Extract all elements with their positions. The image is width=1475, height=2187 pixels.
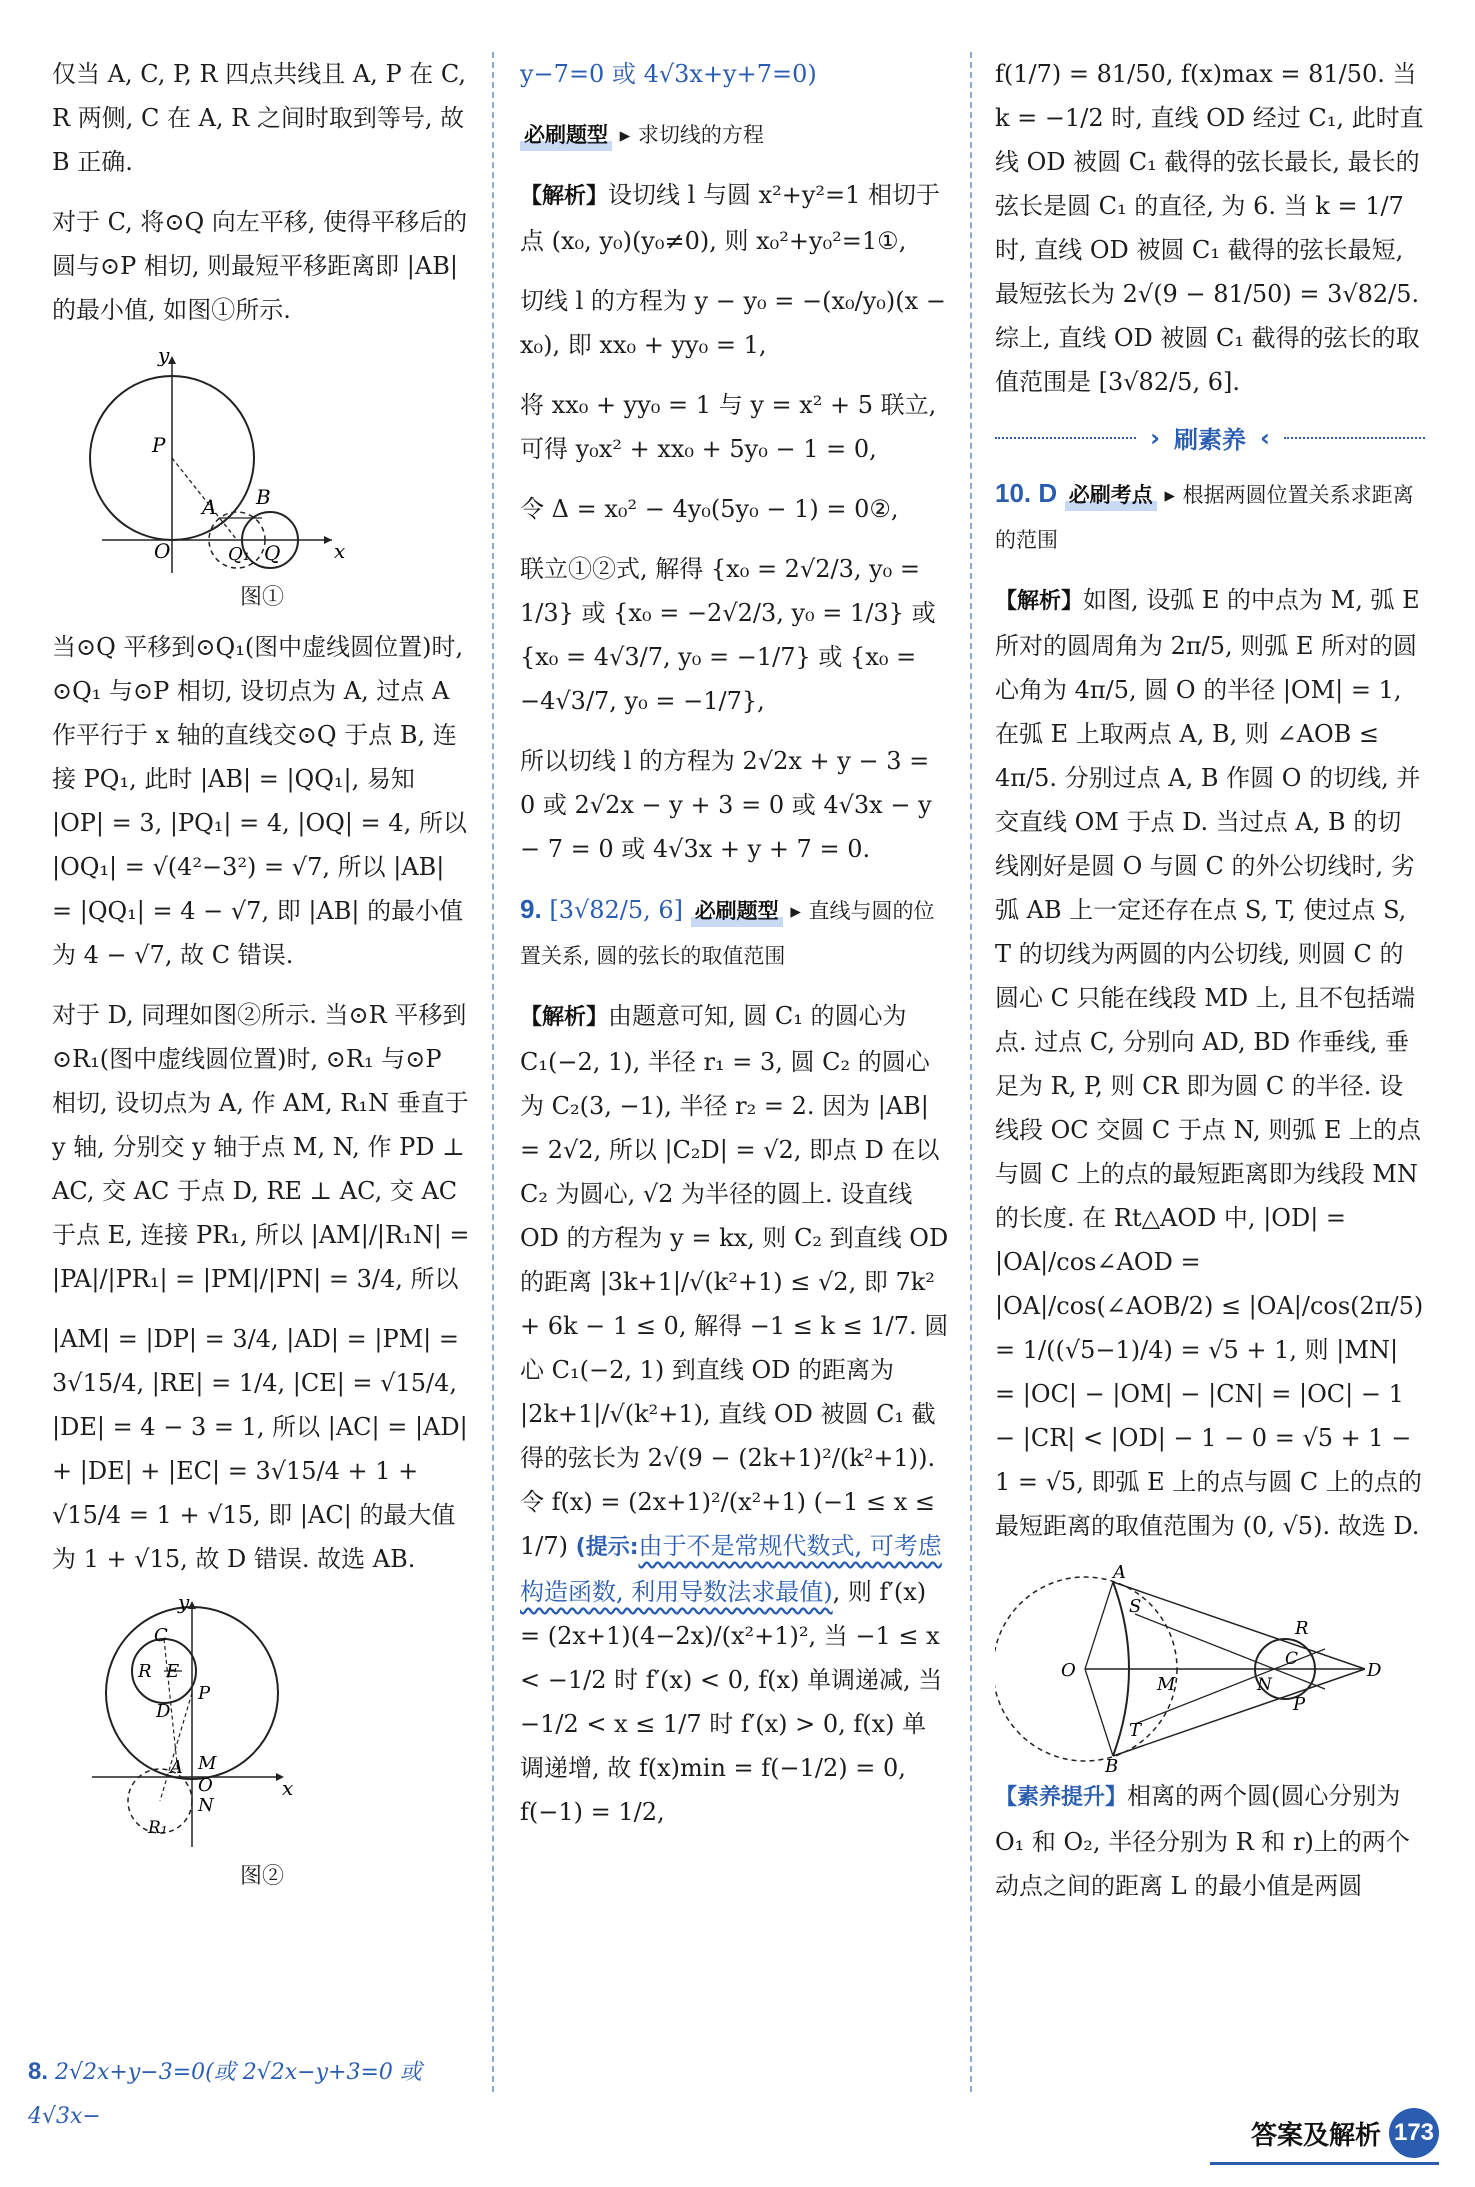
figure-1-caption: 图① bbox=[239, 585, 284, 610]
fig3-label-d: D bbox=[1367, 1660, 1382, 1681]
fig1-label-y: y bbox=[158, 348, 170, 367]
answer-8 bbox=[28, 2050, 468, 2139]
fig1-label-a: A bbox=[202, 495, 217, 519]
paragraph: 对于 D, 同理如图②所示. 当⊙R 平移到⊙R₁(图中虚线圆位置)时, ⊙R₁ 与⊙P 相切, 设切点为 A, 作 AM, R₁N 垂直于 y 轴, 分别交 y 轴于点 M, N, 作 PD ⊥ AC, 交 AC 于点 D, RE ⊥ AC, 交 AC 于点 E, 连接 PR₁, 所以 |AM|/|R₁N| = |PA|/|PR₁| = |PM|/|PN| = 3/4, 所以 bbox=[52, 1001, 470, 1293]
play-arrow-icon: ▸ bbox=[619, 123, 631, 147]
hint-text: 由于不是常规代数式, 可考虑构造函数, 利用导数法求最值) bbox=[520, 1532, 942, 1606]
analysis-label: 【解析】 bbox=[520, 184, 609, 209]
fig3-label-s: S bbox=[1129, 1596, 1142, 1617]
tag-badge: 必刷题型 bbox=[520, 113, 612, 157]
question-9-header bbox=[520, 887, 950, 978]
paragraph bbox=[520, 173, 950, 263]
fig2-label-o: O bbox=[198, 1775, 213, 1796]
fig2-label-r1: R₁ bbox=[148, 1818, 168, 1838]
fig3-label-b: B bbox=[1105, 1756, 1119, 1774]
fig2-label-m: M bbox=[198, 1753, 217, 1774]
fig3-label-c: C bbox=[1285, 1649, 1299, 1669]
figure-1 bbox=[52, 348, 472, 578]
fig3-label-r: R bbox=[1295, 1618, 1309, 1639]
fig3-label-p: P bbox=[1293, 1694, 1306, 1715]
fig3-label-m: M bbox=[1157, 1674, 1176, 1695]
question-10-header bbox=[995, 471, 1425, 562]
paragraph: |AM| = |DP| = 3/4, |AD| = |PM| = 3√15/4, |RE| = 1/4, |CE| = √15/4, |DE| = 4 − 3 = 1, 所以 |AC| = |AD| + |DE| + |EC| = 3√15/4 + 1 + √15/4 = 1 + √15, 即 |AC| 的最大值为 1 + √15, 故 D 错误. 故选 AB. bbox=[52, 1325, 468, 1573]
fig1-label-q1: Q₁ bbox=[228, 544, 250, 565]
fig1-label-x: x bbox=[334, 539, 346, 563]
column-divider-2 bbox=[970, 52, 972, 2092]
literacy-text: 相离的两个圆(圆心分别为 O₁ 和 O₂, 半径分别为 R 和 r)上的两个动点之间的距离 L 的最小值是两圆 bbox=[995, 1782, 1410, 1900]
section-title-text: 刷素养 bbox=[1174, 426, 1246, 454]
analysis-label: 【解析】 bbox=[520, 1005, 609, 1030]
figure-3 bbox=[995, 1564, 1425, 1774]
column-divider-1 bbox=[492, 52, 494, 2092]
tag-text: 求切线的方程 bbox=[637, 123, 764, 147]
fig2-label-y: y bbox=[178, 1597, 190, 1614]
paragraph: 将 xx₀ + yy₀ = 1 与 y = x² + 5 联立, 可得 y₀x² + xx₀ + 5y₀ − 1 = 0, bbox=[520, 391, 937, 463]
fig2-label-a: A bbox=[170, 1757, 183, 1778]
fig3-label-a: A bbox=[1113, 1564, 1126, 1583]
chevron-right-icon: › bbox=[1150, 423, 1160, 452]
fig2-label-p: P bbox=[198, 1683, 211, 1704]
analysis-label: 【解析】 bbox=[995, 589, 1084, 614]
paragraph: 仅当 A, C, P, R 四点共线且 A, P 在 C, R 两侧, C 在 A, R 之间时取到等号, 故 B 正确. bbox=[52, 60, 466, 176]
paragraph: 对于 C, 将⊙Q 向左平移, 使得平移后的圆与⊙P 相切, 则最短平移距离即 |AB| 的最小值, 如图①所示. bbox=[52, 208, 468, 324]
fig3-label-n: N bbox=[1257, 1675, 1272, 1695]
play-arrow-icon: ▸ bbox=[790, 899, 801, 923]
tag-badge: 必刷题型 bbox=[691, 889, 783, 933]
paragraph bbox=[995, 578, 1425, 1548]
fig1-label-b: B bbox=[256, 485, 271, 509]
fig2-label-n: N bbox=[198, 1795, 214, 1816]
play-arrow-icon: ▸ bbox=[1164, 483, 1175, 507]
fig1-label-p: P bbox=[152, 433, 166, 457]
tag-text: 直线与圆的位置关系, 圆的弦长的取值范围 bbox=[520, 899, 935, 968]
column-left bbox=[52, 52, 472, 1904]
paragraph: 联立①②式, 解得 {x₀ = 2√2/3, y₀ = 1/3} 或 {x₀ = −2√2/3, y₀ = 1/3} 或 {x₀ = 4√3/7, y₀ = −1/7} 或 {x₀ = −4√3/7, y₀ = −1/7}, bbox=[520, 555, 936, 715]
paragraph: 切线 l 的方程为 y − y₀ = −(x₀/y₀)(x − x₀), 即 xx₀ + yy₀ = 1, bbox=[520, 287, 946, 359]
column-right bbox=[995, 52, 1425, 1924]
question-number: 8. bbox=[28, 2058, 49, 2085]
paragraph: 所以切线 l 的方程为 2√2x + y − 3 = 0 或 2√2x − y + 3 = 0 或 4√3x − y − 7 = 0 或 4√3x + y + 7 = 0. bbox=[520, 747, 932, 863]
figure-2 bbox=[52, 1597, 472, 1857]
answer-text: [3√82/5, 6] bbox=[549, 896, 684, 924]
analysis-text: 由题意可知, 圆 C₁ 的圆心为 C₁(−2, 1), 半径 r₁ = 3, 圆 C₂ 的圆心为 C₂(3, −1), 半径 r₂ = 2. 因为 |AB| = 2√2, 所以 |C₂D| = √2, 即点 D 在以 C₂ 为圆心, √2 为半径的圆上. 设直线 OD 的方程为 y = kx, 则 C₂ 到直线 OD 的距离 |3k+1|/√(k²+1) ≤ √2, 即 7k² + 6k − 1 ≤ 0, 解得 −1 ≤ k ≤ 1/7. 圆心 C₁(−2, 1) 到直线 OD 的距离为 |2k+1|/√(k²+1), 直线 OD 被圆 C₁ 截得的弦长为 2√(9 − (2k+1)²/(k²+1)). 令 f(x) = (2x+1)²/(x²+1) (−1 ≤ x ≤ 1/7) bbox=[520, 1002, 949, 1560]
literacy-label: 【素养提升】 bbox=[995, 1785, 1128, 1810]
fig2-label-e: E bbox=[166, 1661, 180, 1682]
hint-label: (提示: bbox=[575, 1535, 639, 1560]
section-title bbox=[995, 420, 1425, 455]
analysis-text: 如图, 设弧 E 的中点为 M, 弧 E 所对的圆周角为 2π/5, 则弧 E 所对的圆心角为 4π/5, 圆 O 的半径 |OM| = 1, 在弧 E 上取两点 A, B, 则 ∠AOB ≤ 4π/5. 分别过点 A, B 作圆 O 的切线, 并交直线 OM 于点 D. 当过点 A, B 的切线刚好是圆 O 与圆 C 的外公切线时, 劣弧 AB 上一定还存在点 S, T, 使过点 S, T 的切线为两圆的内公切线, 则圆 C 的圆心 C 只能在线段 MD 上, 且不包括端点. 过点 C, 分别向 AD, BD 作垂线, 垂足为 R, P, 则 CR 即为圆 C 的半径. 设线段 OC 交圆 C 于点 N, 则弧 E 上的点与圆 C 上的点的最短距离即为线段 MN 的长度. 在 Rt△AOD 中, |OD| = |OA|/cos∠AOD = |OA|/cos(∠AOB/2) ≤ |OA|/cos(2π/5) = 1/((√5−1)/4) = √5 + 1, 则 |MN| = |OC| − |OM| − |CN| = |OC| − 1 − |CR| < |OD| − 1 − 0 = √5 + 1 − 1 = √5, 即弧 E 上的点与圆 C 上的点的最短距离的取值范围为 (0, √5). 故选 D. bbox=[995, 586, 1424, 1540]
footer-rule bbox=[1210, 2162, 1439, 2165]
fig1-label-q: Q bbox=[264, 541, 281, 565]
fig2-label-r: R bbox=[138, 1661, 152, 1682]
fig3-label-o: O bbox=[1061, 1660, 1076, 1681]
paragraph: f(1/7) = 81/50, f(x)max = 81/50. 当 k = −1/2 时, 直线 OD 经过 C₁, 此时直线 OD 被圆 C₁ 截得的弦长最长, 最长的弦长是圆 C₁ 的直径, 为 6. 当 k = 1/7 时, 直线 OD 被圆 C₁ 截得的弦长最短, 最短弦长为 2√(9 − 81/50) = 3√82/5. 综上, 直线 OD 被圆 C₁ 截得的弦长的取值范围是 [3√82/5, 6]. bbox=[995, 60, 1424, 396]
fig2-label-x: x bbox=[282, 1776, 294, 1800]
analysis-text: 设切线 l 与圆 x²+y²=1 相切于点 (x₀, y₀)(y₀≠0), 则 x₀²+y₀²=1①, bbox=[520, 181, 941, 255]
paragraph bbox=[995, 1774, 1425, 1908]
analysis-text: , 则 f′(x) = (2x+1)(4−2x)/(x²+1)², 当 −1 ≤ x < −1/2 时 f′(x) < 0, f(x) 单调递减, 当 −1/2 < x ≤ 1/7 时 f′(x) > 0, f(x) 单调递增, 故 f(x)min = f(−1/2) = 0, f(−1) = 1/2, bbox=[520, 1578, 943, 1826]
fig2-label-d: D bbox=[156, 1701, 171, 1722]
page-footer bbox=[1251, 2108, 1439, 2158]
answer-text: 2√2x+y−3=0(或 2√2x−y+3=0 或 4√3x− bbox=[28, 2060, 422, 2129]
tag-line bbox=[520, 112, 950, 157]
chevron-left-icon: ‹ bbox=[1260, 423, 1270, 452]
section-rule bbox=[995, 437, 1136, 439]
question-number: 9. bbox=[520, 894, 542, 924]
fig3-label-t: T bbox=[1129, 1720, 1142, 1741]
column-middle bbox=[520, 52, 950, 1850]
figure-2-caption: 图② bbox=[239, 1864, 284, 1889]
page-number: 173 bbox=[1389, 2108, 1439, 2158]
paragraph: 当⊙Q 平移到⊙Q₁(图中虚线圆位置)时, ⊙Q₁ 与⊙P 相切, 设切点为 A, 过点 A 作平行于 x 轴的直线交⊙Q 于点 B, 连接 PQ₁, 此时 |AB| = |QQ₁|, 易知 |OP| = 3, |PQ₁| = 4, |OQ| = 4, 所以 |OQ₁| = √(4²−3²) = √7, 所以 |AB| = |QQ₁| = 4 − √7, 即 |AB| 的最小值为 4 − √7, 故 C 错误. bbox=[52, 633, 467, 969]
question-number: 10. D bbox=[995, 478, 1058, 508]
paragraph: 令 Δ = x₀² − 4y₀(5y₀ − 1) = 0②, bbox=[520, 495, 899, 523]
answer-continuation: y−7=0 或 4√3x+y+7=0) bbox=[520, 60, 817, 88]
section-rule bbox=[1284, 437, 1425, 439]
paragraph bbox=[520, 994, 950, 1834]
footer-label: 答案及解析 bbox=[1250, 2120, 1381, 2151]
tag-text: 根据两圆位置关系求距离的范围 bbox=[995, 483, 1414, 552]
fig1-label-o: O bbox=[154, 539, 171, 563]
tag-badge: 必刷考点 bbox=[1065, 473, 1157, 517]
fig2-label-c: C bbox=[154, 1625, 168, 1646]
